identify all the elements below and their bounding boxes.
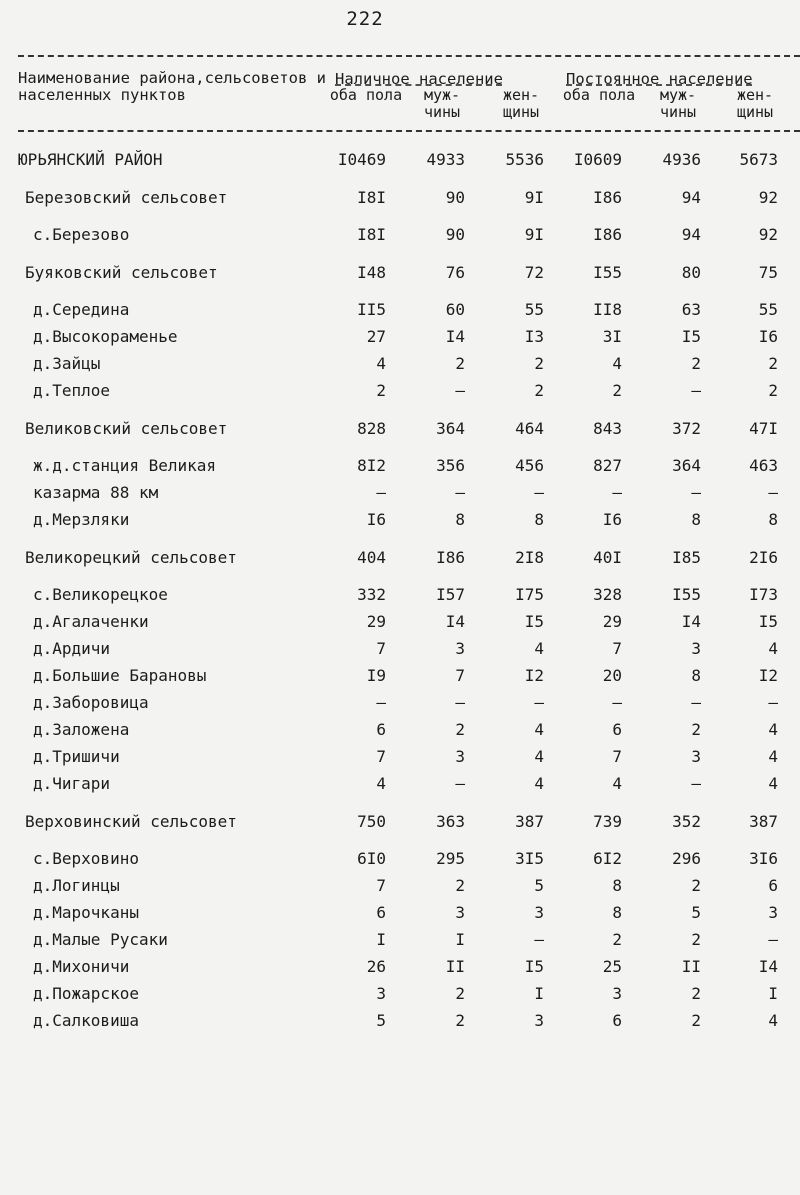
header-sub-female-1: жен- щины [502, 86, 540, 121]
row-value-col-2: 363 [436, 812, 465, 831]
row-value-col-5: 2 [691, 984, 701, 1003]
row-value-col-6: 55 [758, 300, 778, 319]
row-name: д.Пожарское [33, 984, 139, 1003]
row-value-col-1: 828 [357, 419, 386, 438]
row-value-col-2: – [455, 693, 465, 712]
row-name: ЮРЬЯНСКИЙ РАЙОН [18, 150, 163, 169]
row-value-col-6: 387 [749, 812, 778, 831]
row-value-col-3: 8 [534, 510, 544, 529]
table-row [0, 327, 800, 354]
row-value-col-1: 4 [376, 774, 386, 793]
row-value-col-2: 3 [455, 903, 465, 922]
table-row [0, 483, 800, 510]
row-value-col-3: 5 [534, 876, 544, 895]
row-value-col-5: 3 [691, 747, 701, 766]
row-value-col-6: I [768, 984, 778, 1003]
row-name: д.Марочканы [33, 903, 139, 922]
row-value-col-1: 7 [376, 747, 386, 766]
row-value-col-3: 387 [515, 812, 544, 831]
row-value-col-5: 2 [691, 720, 701, 739]
table-row [0, 1011, 800, 1038]
row-name: Великовский сельсовет [25, 419, 228, 438]
row-value-col-5: 63 [681, 300, 701, 319]
row-value-col-4: 6 [612, 1011, 622, 1030]
row-value-col-4: – [612, 483, 622, 502]
row-value-col-2: 2 [455, 354, 465, 373]
row-value-col-2: I86 [436, 548, 465, 567]
row-name: д.Теплое [33, 381, 111, 400]
row-value-col-6: 8 [768, 510, 778, 529]
row-value-col-4: 29 [602, 612, 622, 631]
row-value-col-5: 372 [672, 419, 701, 438]
table-row [0, 876, 800, 903]
row-value-col-1: – [376, 693, 386, 712]
row-value-col-2: I57 [436, 585, 465, 604]
row-name: с.Березово [33, 225, 130, 244]
row-value-col-6: I6 [758, 327, 778, 346]
row-value-col-1: 29 [366, 612, 386, 631]
row-value-col-1: 6 [376, 903, 386, 922]
row-value-col-2: 90 [445, 225, 465, 244]
row-value-col-1: II5 [357, 300, 386, 319]
row-value-col-2: – [455, 381, 465, 400]
row-value-col-6: 2 [768, 354, 778, 373]
row-value-col-4: 328 [593, 585, 622, 604]
row-value-col-4: 843 [593, 419, 622, 438]
row-value-col-4: 827 [593, 456, 622, 475]
row-name: д.Малые Русаки [33, 930, 168, 949]
table-row [0, 150, 800, 177]
row-value-col-4: 7 [612, 747, 622, 766]
row-name: ж.д.станция Великая [33, 456, 217, 475]
row-value-col-1: 4 [376, 354, 386, 373]
row-value-col-3: I2 [524, 666, 544, 685]
row-value-col-6: 2 [768, 381, 778, 400]
row-value-col-1: 3 [376, 984, 386, 1003]
row-value-col-3: 3I5 [515, 849, 544, 868]
row-value-col-2: – [455, 483, 465, 502]
row-value-col-1: 6I0 [357, 849, 386, 868]
header-group-present-population: Наличное население [335, 70, 503, 88]
row-value-col-5: 5 [691, 903, 701, 922]
row-value-col-3: I [534, 984, 544, 1003]
row-value-col-3: 464 [515, 419, 544, 438]
row-value-col-5: 352 [672, 812, 701, 831]
row-value-col-1: 6 [376, 720, 386, 739]
row-value-col-6: 75 [758, 263, 778, 282]
row-value-col-5: 2 [691, 930, 701, 949]
row-value-col-4: I86 [593, 188, 622, 207]
row-value-col-5: 2 [691, 876, 701, 895]
row-value-col-6: I5 [758, 612, 778, 631]
row-value-col-3: 5536 [505, 150, 544, 169]
header-name-column: Наименование района,сельсоветов и населенных пунктов [18, 69, 326, 104]
header-group-permanent-population: Постоянное население [566, 70, 753, 88]
header-sub-female-2: жен- щины [736, 86, 774, 121]
row-value-col-2: II [445, 957, 465, 976]
row-value-col-1: I8I [357, 188, 386, 207]
row-value-col-6: 3I6 [749, 849, 778, 868]
row-name: с.Верховино [33, 849, 139, 868]
row-name: Буяковский сельсовет [25, 263, 218, 282]
row-value-col-5: 8 [691, 666, 701, 685]
table-row [0, 849, 800, 876]
row-value-col-3: – [534, 930, 544, 949]
row-name: д.Середина [33, 300, 130, 319]
page-number: 222 [346, 8, 384, 30]
row-value-col-4: I6 [602, 510, 622, 529]
row-name: д.Логинцы [33, 876, 120, 895]
row-name: д.Заложена [33, 720, 130, 739]
row-value-col-1: 5 [376, 1011, 386, 1030]
row-value-col-2: 2 [455, 876, 465, 895]
table-row [0, 612, 800, 639]
table-row [0, 720, 800, 747]
row-value-col-1: I [376, 930, 386, 949]
population-table [0, 150, 800, 1038]
header-bottom-rule [18, 130, 800, 132]
row-value-col-4: 6 [612, 720, 622, 739]
row-value-col-4: 4 [612, 354, 622, 373]
row-value-col-2: I [455, 930, 465, 949]
row-value-col-3: 3 [534, 903, 544, 922]
row-value-col-2: 2 [455, 1011, 465, 1030]
row-value-col-6: 463 [749, 456, 778, 475]
table-row [0, 225, 800, 252]
row-value-col-5: – [691, 381, 701, 400]
row-value-col-6: 2I6 [749, 548, 778, 567]
table-row [0, 300, 800, 327]
row-value-col-1: I48 [357, 263, 386, 282]
row-value-col-5: – [691, 483, 701, 502]
row-value-col-4: II8 [593, 300, 622, 319]
row-value-col-3: I5 [524, 957, 544, 976]
row-value-col-1: 8I2 [357, 456, 386, 475]
header-sub-both-2: оба пола [562, 86, 636, 104]
row-value-col-3: 4 [534, 720, 544, 739]
row-name: казарма 88 км [33, 483, 159, 502]
row-value-col-3: 4 [534, 639, 544, 658]
row-value-col-3: 55 [524, 300, 544, 319]
table-row [0, 548, 800, 575]
row-name: д.Высокораменье [33, 327, 178, 346]
row-value-col-6: 3 [768, 903, 778, 922]
table-row [0, 381, 800, 408]
row-value-col-4: 739 [593, 812, 622, 831]
row-name: д.Чигари [33, 774, 111, 793]
row-value-col-1: 2 [376, 381, 386, 400]
table-row [0, 666, 800, 693]
row-value-col-5: I4 [681, 612, 701, 631]
row-value-col-3: 2 [534, 354, 544, 373]
row-name: д.Салковиша [33, 1011, 139, 1030]
row-value-col-4: 2 [612, 381, 622, 400]
row-value-col-3: 2I8 [515, 548, 544, 567]
row-value-col-3: 4 [534, 774, 544, 793]
row-value-col-4: 3 [612, 984, 622, 1003]
row-value-col-6: 47I [749, 419, 778, 438]
row-value-col-3: – [534, 693, 544, 712]
row-value-col-2: 90 [445, 188, 465, 207]
row-value-col-5: 94 [681, 188, 701, 207]
row-name: д.Мерзляки [33, 510, 130, 529]
row-value-col-1: 26 [366, 957, 386, 976]
header-sub-male-2: муж- чины [659, 86, 697, 121]
row-value-col-4: 8 [612, 903, 622, 922]
row-value-col-6: – [768, 930, 778, 949]
row-value-col-4: 25 [602, 957, 622, 976]
row-value-col-5: 296 [672, 849, 701, 868]
row-value-col-2: I4 [445, 612, 465, 631]
row-value-col-4: I0609 [573, 150, 622, 169]
row-value-col-4: 4 [612, 774, 622, 793]
row-value-col-2: 356 [436, 456, 465, 475]
row-value-col-3: 72 [524, 263, 544, 282]
row-value-col-1: – [376, 483, 386, 502]
row-value-col-5: 8 [691, 510, 701, 529]
row-value-col-1: I9 [366, 666, 386, 685]
row-name: д.Зайцы [33, 354, 101, 373]
row-value-col-2: – [455, 774, 465, 793]
row-value-col-1: I0469 [337, 150, 386, 169]
row-value-col-1: 332 [357, 585, 386, 604]
table-row [0, 930, 800, 957]
row-value-col-6: I2 [758, 666, 778, 685]
row-value-col-3: I75 [515, 585, 544, 604]
header-top-rule [18, 55, 800, 57]
row-value-col-6: 4 [768, 747, 778, 766]
row-value-col-2: 4933 [426, 150, 465, 169]
row-value-col-4: 6I2 [593, 849, 622, 868]
row-value-col-6: 5673 [739, 150, 778, 169]
row-value-col-1: I6 [366, 510, 386, 529]
row-value-col-1: 7 [376, 876, 386, 895]
row-name: с.Великорецкое [33, 585, 168, 604]
row-name: д.Заборовица [33, 693, 149, 712]
row-value-col-1: 750 [357, 812, 386, 831]
row-value-col-4: 40I [593, 548, 622, 567]
row-name: д.Тришичи [33, 747, 120, 766]
row-value-col-2: 295 [436, 849, 465, 868]
table-row [0, 510, 800, 537]
row-value-col-2: 76 [445, 263, 465, 282]
row-value-col-6: 4 [768, 639, 778, 658]
table-row [0, 456, 800, 483]
row-value-col-5: 364 [672, 456, 701, 475]
table-row [0, 774, 800, 801]
row-name: Верховинский сельсовет [25, 812, 237, 831]
row-value-col-4: – [612, 693, 622, 712]
table-row [0, 812, 800, 839]
row-value-col-2: 3 [455, 639, 465, 658]
table-row [0, 984, 800, 1011]
row-value-col-6: – [768, 483, 778, 502]
row-value-col-4: 7 [612, 639, 622, 658]
table-row [0, 585, 800, 612]
row-value-col-3: 9I [524, 225, 544, 244]
row-value-col-2: 2 [455, 720, 465, 739]
row-value-col-5: II [681, 957, 701, 976]
row-value-col-1: 7 [376, 639, 386, 658]
row-value-col-1: 404 [357, 548, 386, 567]
row-value-col-5: 2 [691, 354, 701, 373]
row-value-col-6: I4 [758, 957, 778, 976]
row-name: Березовский сельсовет [25, 188, 228, 207]
row-value-col-3: I5 [524, 612, 544, 631]
row-value-col-6: 92 [758, 225, 778, 244]
row-value-col-3: 456 [515, 456, 544, 475]
row-value-col-5: 4936 [662, 150, 701, 169]
row-value-col-6: – [768, 693, 778, 712]
row-value-col-5: I5 [681, 327, 701, 346]
row-value-col-4: 20 [602, 666, 622, 685]
row-value-col-2: 8 [455, 510, 465, 529]
row-value-col-5: 2 [691, 1011, 701, 1030]
row-value-col-6: 92 [758, 188, 778, 207]
row-value-col-2: I4 [445, 327, 465, 346]
table-row [0, 639, 800, 666]
row-value-col-6: I73 [749, 585, 778, 604]
row-value-col-3: 9I [524, 188, 544, 207]
row-value-col-4: 8 [612, 876, 622, 895]
row-value-col-2: 60 [445, 300, 465, 319]
row-value-col-5: I55 [672, 585, 701, 604]
row-value-col-2: 2 [455, 984, 465, 1003]
row-name: Великорецкий сельсовет [25, 548, 237, 567]
row-value-col-4: 3I [602, 327, 622, 346]
row-name: д.Михоничи [33, 957, 130, 976]
row-value-col-1: I8I [357, 225, 386, 244]
table-row [0, 263, 800, 290]
row-value-col-3: 4 [534, 747, 544, 766]
row-name: д.Большие Барановы [33, 666, 207, 685]
row-value-col-5: I85 [672, 548, 701, 567]
table-row [0, 354, 800, 381]
row-value-col-1: 27 [366, 327, 386, 346]
row-value-col-6: 4 [768, 720, 778, 739]
row-value-col-3: 2 [534, 381, 544, 400]
row-value-col-4: 2 [612, 930, 622, 949]
row-value-col-5: – [691, 774, 701, 793]
row-value-col-5: 3 [691, 639, 701, 658]
row-value-col-2: 3 [455, 747, 465, 766]
row-value-col-6: 6 [768, 876, 778, 895]
row-value-col-4: I55 [593, 263, 622, 282]
row-value-col-5: 94 [681, 225, 701, 244]
table-row [0, 188, 800, 215]
row-value-col-3: – [534, 483, 544, 502]
table-row [0, 693, 800, 720]
row-value-col-2: 364 [436, 419, 465, 438]
row-value-col-6: 4 [768, 774, 778, 793]
table-row [0, 747, 800, 774]
row-value-col-3: I3 [524, 327, 544, 346]
table-row [0, 903, 800, 930]
row-name: д.Агалаченки [33, 612, 149, 631]
row-name: д.Ардичи [33, 639, 111, 658]
row-value-col-2: 7 [455, 666, 465, 685]
row-value-col-3: 3 [534, 1011, 544, 1030]
row-value-col-5: – [691, 693, 701, 712]
header-sub-both-1: оба пола [329, 86, 403, 104]
row-value-col-4: I86 [593, 225, 622, 244]
table-row [0, 957, 800, 984]
row-value-col-6: 4 [768, 1011, 778, 1030]
row-value-col-5: 80 [681, 263, 701, 282]
table-row [0, 419, 800, 446]
header-sub-male-1: муж- чины [423, 86, 461, 121]
